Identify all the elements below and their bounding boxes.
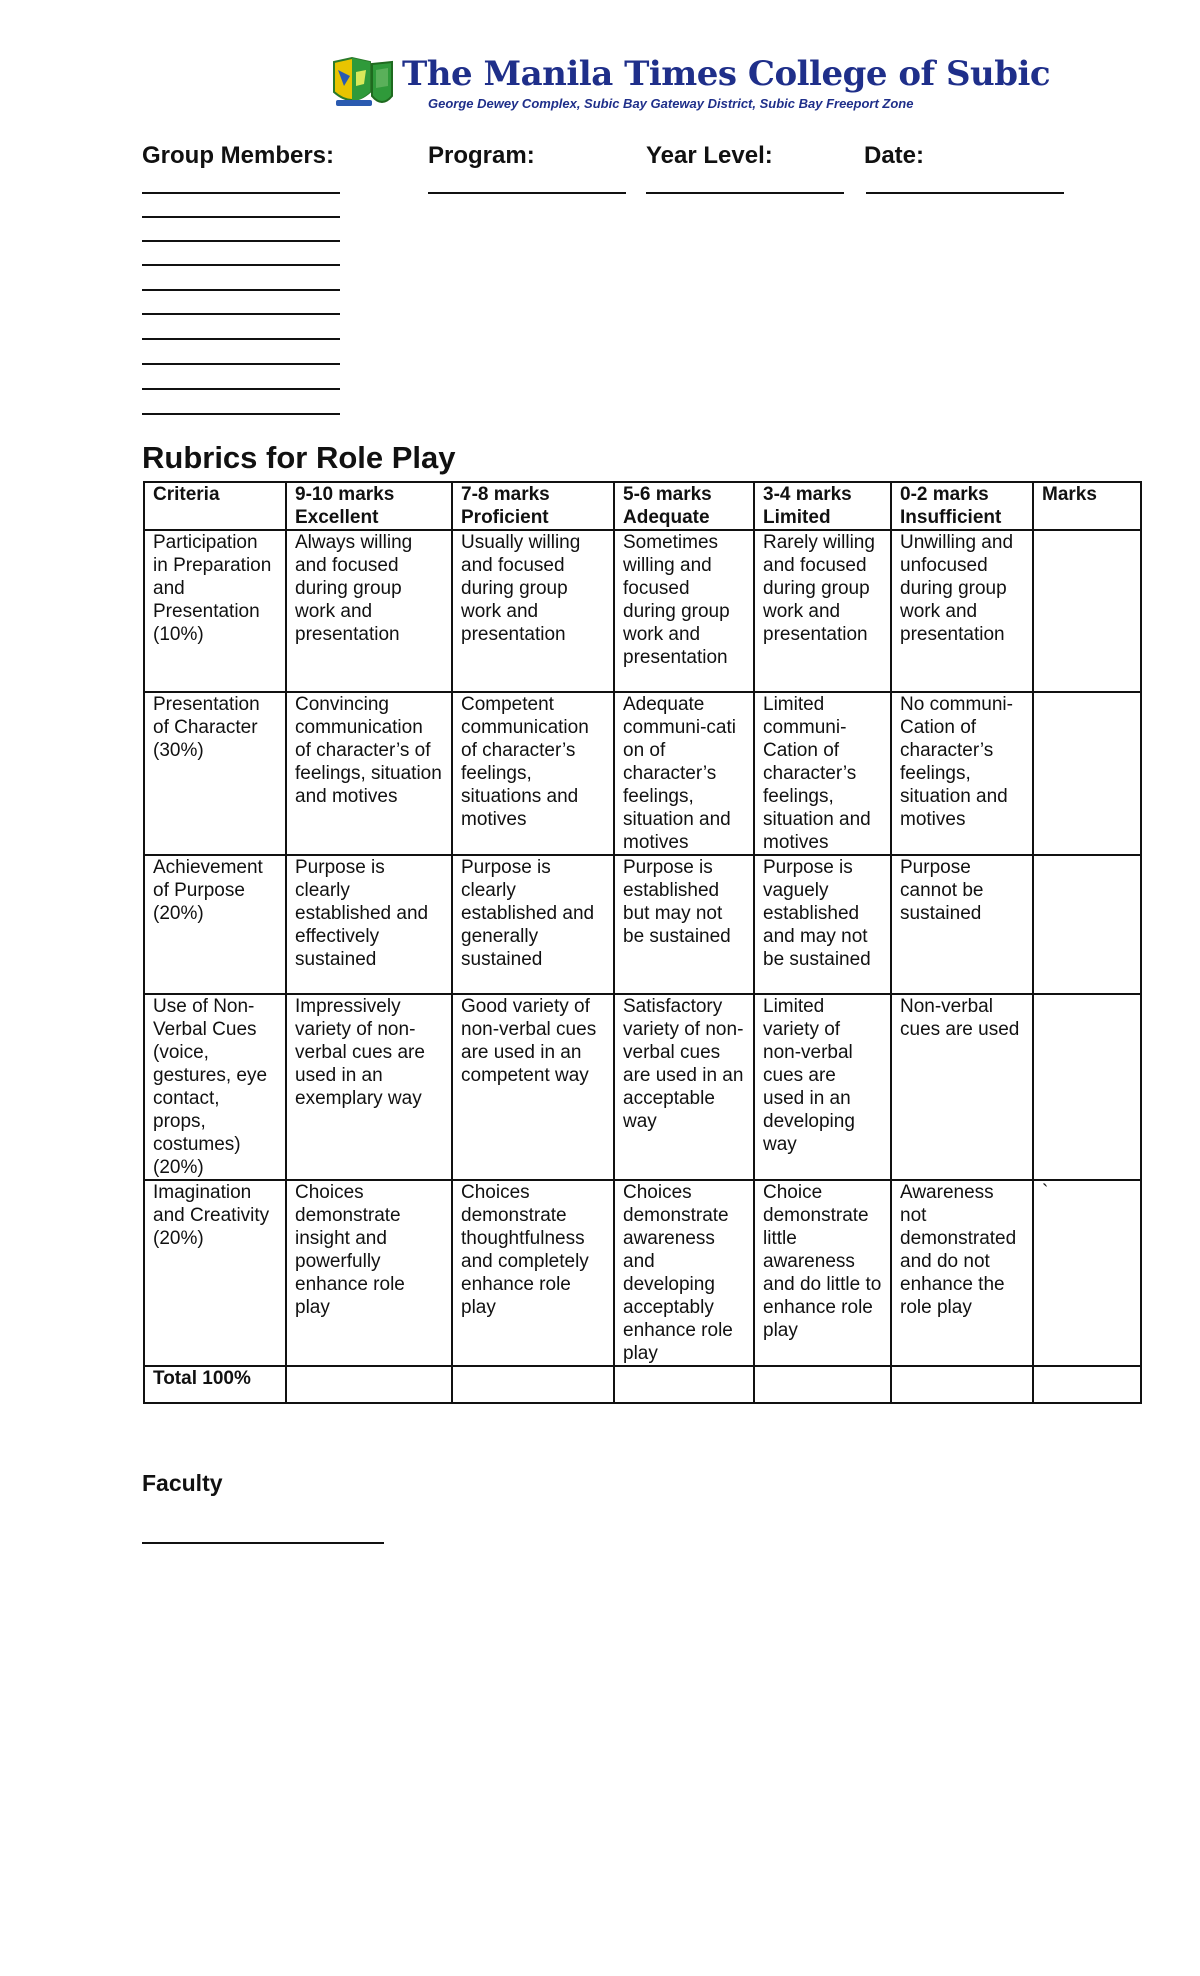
criteria-header: Criteria [144,482,286,530]
total-cell[interactable] [452,1366,614,1403]
table-row [144,1180,1141,1366]
group-member-line[interactable] [142,216,340,218]
group-member-line[interactable] [142,192,340,194]
table-row [144,530,1141,692]
criteria-cell: Presentation of Character (30%) [144,692,286,855]
excellent-cell: Convincing communication of character’s of feelings, situation and motives [286,692,452,855]
faculty-label: Faculty [142,1470,223,1496]
total-row [144,1366,1141,1403]
rubric-header-row [144,482,1141,530]
adequate-cell: Choices demonstrate awareness and developing acceptably enhance role play [614,1180,754,1366]
rubric-table [143,481,1142,1404]
college-name: The Manila Times College of Subic [402,54,1051,94]
adequate-cell: Satisfactory variety of non-verbal cues are used in an acceptable way [614,994,754,1180]
marks-cell[interactable] [1033,530,1141,692]
excellent-cell: Choices demonstrate insight and powerfully enhance role play [286,1180,452,1366]
adequate-header: 5-6 marks Adequate [614,482,754,530]
program-line[interactable] [428,192,626,194]
adequate-cell: Purpose is established but may not be sustained [614,855,754,994]
group-member-line[interactable] [142,240,340,242]
insufficient-cell: Non-verbal cues are used [891,994,1033,1180]
date-line[interactable] [866,192,1064,194]
date-label: Date: [864,142,925,169]
total-cell[interactable] [891,1366,1033,1403]
excellent-cell: Impressively variety of non-verbal cues are used in an exemplary way [286,994,452,1180]
limited-cell: Purpose is vaguely established and may not be sustained [754,855,891,994]
insufficient-cell: Awareness not demonstrated and do not enhance the role play [891,1180,1033,1366]
marks-cell[interactable] [1033,855,1141,994]
group-member-line[interactable] [142,264,340,266]
program-label: Program: [428,142,535,169]
insufficient-cell: No communi-Cation of character’s feelings, situation and motives [891,692,1033,855]
criteria-cell: Achievement of Purpose (20%) [144,855,286,994]
excellent-header: 9-10 marks Excellent [286,482,452,530]
proficient-cell: Usually willing and focused during group work and presentation [452,530,614,692]
total-marks-cell[interactable] [1033,1366,1141,1403]
total-label: Total 100% [144,1366,286,1403]
adequate-cell: Sometimes willing and focused during group work and presentation [614,530,754,692]
excellent-cell: Always willing and focused during group work and presentation [286,530,452,692]
year-level-line[interactable] [646,192,844,194]
proficient-header: 7-8 marks Proficient [452,482,614,530]
proficient-cell: Purpose is clearly established and generally sustained [452,855,614,994]
insufficient-cell: Purpose cannot be sustained [891,855,1033,994]
table-row [144,994,1141,1180]
total-cell[interactable] [614,1366,754,1403]
limited-cell: Limited communi-Cation of character’s feelings, situation and motives [754,692,891,855]
insufficient-cell: Unwilling and unfocused during group work and presentation [891,530,1033,692]
group-member-line[interactable] [142,313,340,315]
limited-cell: Choice demonstrate little awareness and do little to enhance role play [754,1180,891,1366]
table-row [144,692,1141,855]
group-member-line[interactable] [142,289,340,291]
limited-cell: Limited variety of non-verbal cues are used in an developing way [754,994,891,1180]
marks-cell[interactable] [1033,994,1141,1180]
criteria-cell: Imagination and Creativity (20%) [144,1180,286,1366]
adequate-cell: Adequate communi-cati on of character’s feelings, situation and motives [614,692,754,855]
group-member-line[interactable] [142,388,340,390]
proficient-cell: Competent communication of character’s feelings, situations and motives [452,692,614,855]
college-header [0,52,1200,118]
group-member-line[interactable] [142,363,340,365]
proficient-cell: Good variety of non-verbal cues are used in an competent way [452,994,614,1180]
total-cell[interactable] [286,1366,452,1403]
group-member-line[interactable] [142,338,340,340]
excellent-cell: Purpose is clearly established and effectively sustained [286,855,452,994]
marks-cell[interactable]: ` [1033,1180,1141,1366]
marks-header: Marks [1033,482,1141,530]
criteria-cell: Use of Non-Verbal Cues (voice, gestures, eye contact, props, costumes) (20%) [144,994,286,1180]
group-member-line[interactable] [142,413,340,415]
faculty-signature-line[interactable] [142,1542,384,1544]
insufficient-header: 0-2 marks Insufficient [891,482,1033,530]
criteria-cell: Participation in Preparation and Presentation (10%) [144,530,286,692]
rubric-title: Rubrics for Role Play [142,440,456,475]
college-logo-icon [330,56,396,112]
college-address: George Dewey Complex, Subic Bay Gateway District, Subic Bay Freeport Zone [428,96,914,111]
marks-cell[interactable] [1033,692,1141,855]
year-level-label: Year Level: [646,142,773,169]
proficient-cell: Choices demonstrate thoughtfulness and completely enhance role play [452,1180,614,1366]
table-row [144,855,1141,994]
group-members-label: Group Members: [142,142,335,169]
limited-header: 3-4 marks Limited [754,482,891,530]
total-cell[interactable] [754,1366,891,1403]
limited-cell: Rarely willing and focused during group work and presentation [754,530,891,692]
